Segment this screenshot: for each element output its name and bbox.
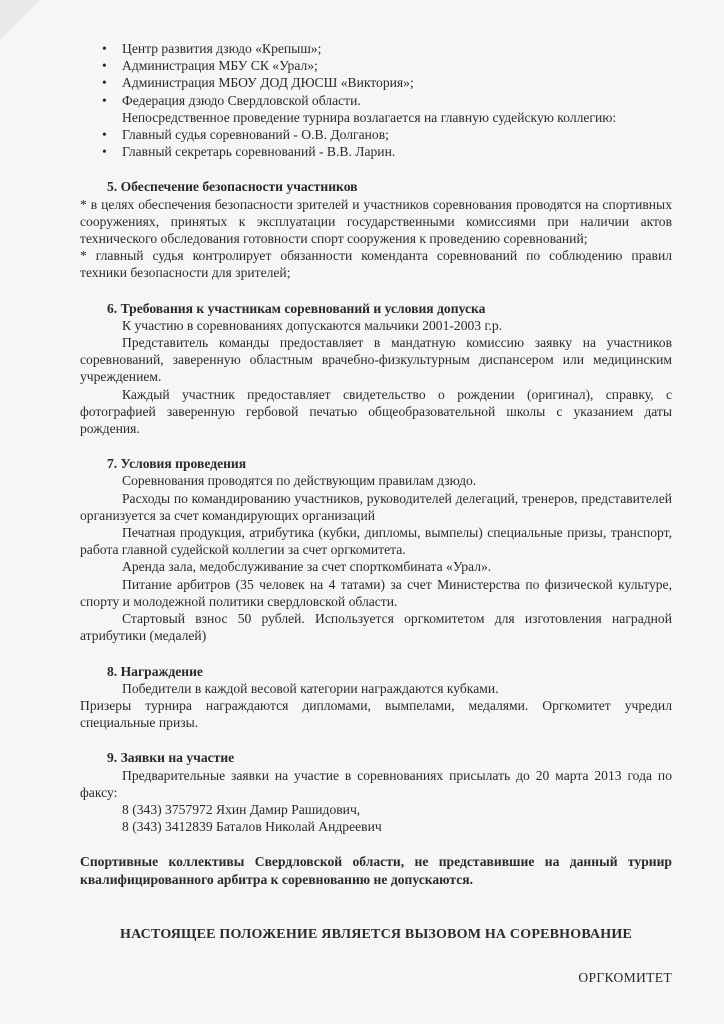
list-item: • Главный судья соревнований - О.В. Долганов; — [80, 126, 672, 143]
section-7-paragraph-1: Соревнования проводятся по действующим правилам дзюдо. — [122, 473, 477, 489]
folded-corner — [0, 0, 40, 40]
section-9-paragraph-1: Предварительные заявки на участие в соревнованиях присылать до 20 марта 2013 года по факсу: — [80, 767, 672, 800]
section-5-paragraph-1: * в целях обеспечения безопасности зрителей и участников соревнования проводятся на спортивных сооружениях, принятых к эксплуатации государственными комиссиями при наличии актов технического обследования готовности спорт сооружения к проведению соревнований; — [80, 196, 672, 247]
admission-note: Спортивные коллективы Свердловской области, не представившие на данный турнир квалифицированного арбитра к соревнованию не допускаются. — [80, 854, 672, 887]
section-7-paragraph-4: Аренда зала, медобслуживание за счет спорткомбината «Урал». — [122, 559, 492, 575]
section-5-paragraph-2: * главный судья контролирует обязанности коменданта соревнований по соблюдению правил техники безопасности для зрителей; — [80, 248, 672, 281]
list-item: • Администрация МБОУ ДОД ДЮСШ «Виктория»; — [80, 74, 672, 91]
section-7-paragraph-6: Стартовый взнос 50 рублей. Используется оргкомитетом для изготовления наградной атрибутики (медалей) — [80, 611, 672, 644]
organizers-list — [80, 40, 672, 109]
section-6-title: 6. Требования к участникам соревнований и условия допуска — [107, 300, 486, 316]
list-item: • Центр развития дзюдо «Крепыш»; — [80, 40, 672, 57]
list-item: • Администрация МБУ СК «Урал»; — [80, 57, 672, 74]
section-8-title: 8. Награждение — [107, 663, 203, 679]
section-7-paragraph-3: Печатная продукция, атрибутика (кубки, дипломы, вымпелы) специальные призы, транспорт, работа главной судейской коллегии за счет оргкомитета. — [80, 525, 672, 558]
section-6-paragraph-2: Представитель команды предоставляет в мандатную комиссию заявку на участников соревнований, заверенную областным врачебно-физкультурным диспансером или медицинским учреждением. — [80, 335, 672, 385]
document-body — [80, 40, 672, 986]
section-8-paragraph-2: Призеры турнира награждаются дипломами, вымпелами, медалями. Оргкомитет учредил специальные призы. — [80, 697, 672, 731]
section-8-paragraph-1: Победители в каждой весовой категории награждаются кубками. — [122, 680, 499, 696]
section-6-paragraph-3: Каждый участник предоставляет свидетельство о рождении (оригинал), справку, с фотографией заверенную гербовой печатью общеобразовательной школы с указанием даты рождения. — [80, 386, 672, 437]
challenge-statement: НАСТОЯЩЕЕ ПОЛОЖЕНИЕ ЯВЛЯЕТСЯ ВЫЗОВОМ НА СОРЕВНОВАНИЕ — [119, 926, 633, 942]
fax-contact-2: 8 (343) 3412839 Баталов Николай Андреевич — [122, 819, 382, 835]
section-9-title: 9. Заявки на участие — [107, 750, 235, 766]
section-5-title: 5. Обеспечение безопасности участников — [107, 179, 358, 195]
section-7-title: 7. Условия проведения — [107, 456, 247, 472]
section-7-paragraph-5: Питание арбитров (35 человек на 4 татами) за счет Министерства по физической культуре, спорту и молодежной политики свердловской области. — [80, 576, 672, 609]
organizing-committee-signature: ОРГКОМИТЕТ — [578, 969, 672, 985]
direct-management-text: Непосредственное проведение турнира возлагается на главную судейскую коллегию: — [122, 109, 617, 125]
section-6-paragraph-1: К участию в соревнованиях допускаются мальчики 2001-2003 г.р. — [122, 317, 503, 333]
judges-list — [80, 126, 672, 160]
list-item: • Главный секретарь соревнований - В.В. Ларин. — [80, 143, 672, 160]
list-item: • Федерация дзюдо Свердловской области. — [80, 92, 672, 109]
fax-contact-1: 8 (343) 3757972 Яхин Дамир Рашидович, — [122, 801, 361, 817]
section-7-paragraph-2: Расходы по командированию участников, руководителей делегаций, тренеров, представителей организуется за счет командирующих организаций — [80, 490, 672, 523]
